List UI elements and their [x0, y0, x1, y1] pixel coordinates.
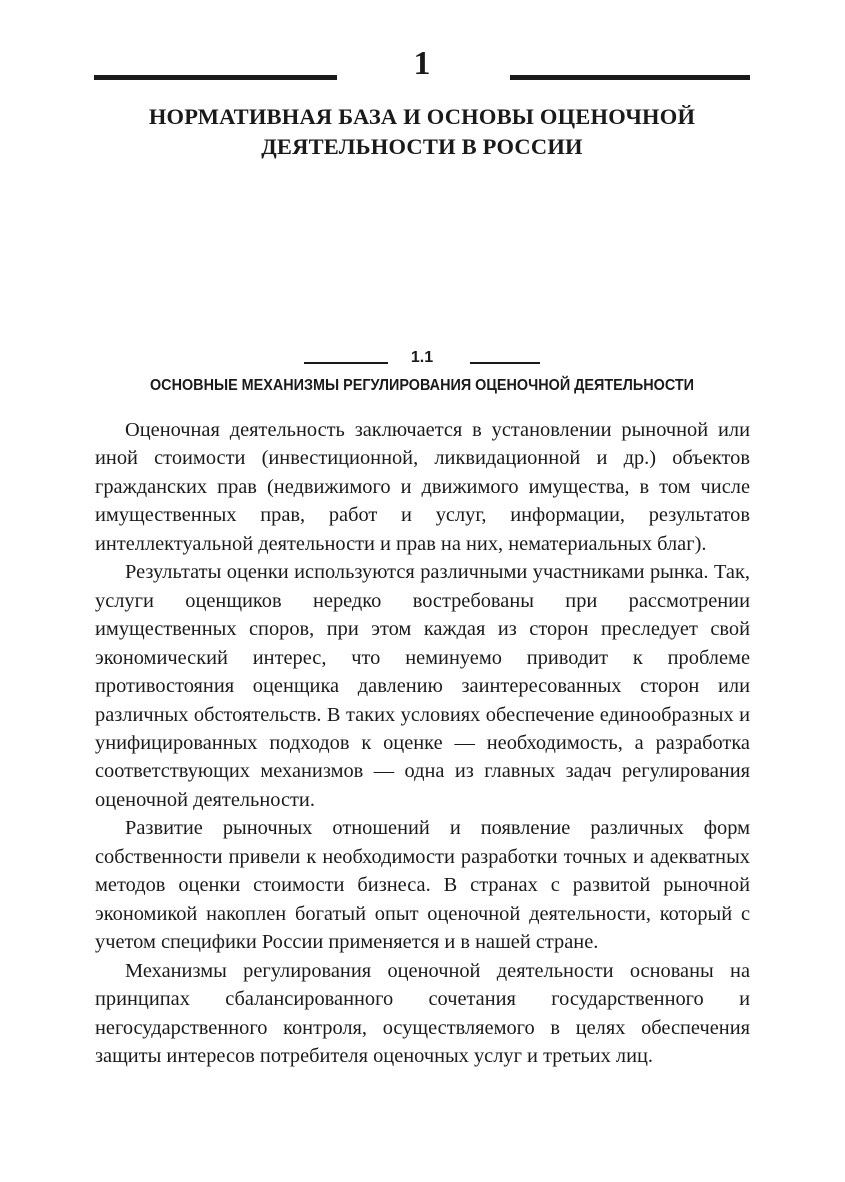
paragraph-3: Развитие рыночных отношений и появление различных форм собственности привели к необходимости разработки точных и адекватных методов оценки стоимости бизнеса. В странах с развитой рыночной экономикой накоплен богатый опыт оценочной деятельности, который с учетом специфики России применяется и в нашей стране.: [95, 817, 750, 954]
section-title: ОСНОВНЫЕ МЕХАНИЗМЫ РЕГУЛИРОВАНИЯ ОЦЕНОЧНОЙ ДЕЯТЕЛЬНОСТИ: [149, 377, 695, 394]
paragraph-2: Результаты оценки используются различными участниками рынка. Так, услуги оценщиков нередко востребованы при рассмотрении имущественных споров, при этом каждая из сторон преследует свой экономический интерес, что неминуемо приводит к проблеме противостояния оценщика давлению заинтересованных сторон или различных обстоятельств. В таких условиях обеспечение единообразных и унифицированных подходов к оценке — необходимость, а разработка соответствующих механизмов — одна из главных задач регулирования оценочной деятельности.: [95, 561, 750, 811]
paragraph-4: Механизмы регулирования оценочной деятельности основаны на принципах сбалансированного сочетания государственного и негосударственного контроля, осуществляемого в целях обеспечения защиты интересов потребителя оценочных услуг и третьих лиц.: [95, 959, 750, 1067]
chapter-number: 1: [413, 45, 431, 82]
section-number: 1.1: [410, 349, 434, 366]
chapter-rule-right: [510, 75, 750, 80]
paragraph-1: Оценочная деятельность заключается в установлении рыночной или иной стоимости (инвестиционной, ликвидационной и др.) объектов гражданских прав (недвижимого и движимого имущества, в том числе имущественных прав, работ и услуг, информации, результатов интеллектуальной деятельности и прав на них, нематериальных благ).: [95, 419, 750, 555]
chapter-header: [94, 44, 750, 84]
body-text: [95, 416, 750, 1070]
section-rule-right: [470, 362, 540, 364]
chapter-title-line-1: НОРМАТИВНАЯ БАЗА И ОСНОВЫ ОЦЕНОЧНОЙ: [148, 104, 696, 129]
section-header: [94, 348, 750, 368]
chapter-title: [94, 102, 750, 162]
chapter-title-line-2: ДЕЯТЕЛЬНОСТИ В РОССИИ: [261, 134, 583, 159]
